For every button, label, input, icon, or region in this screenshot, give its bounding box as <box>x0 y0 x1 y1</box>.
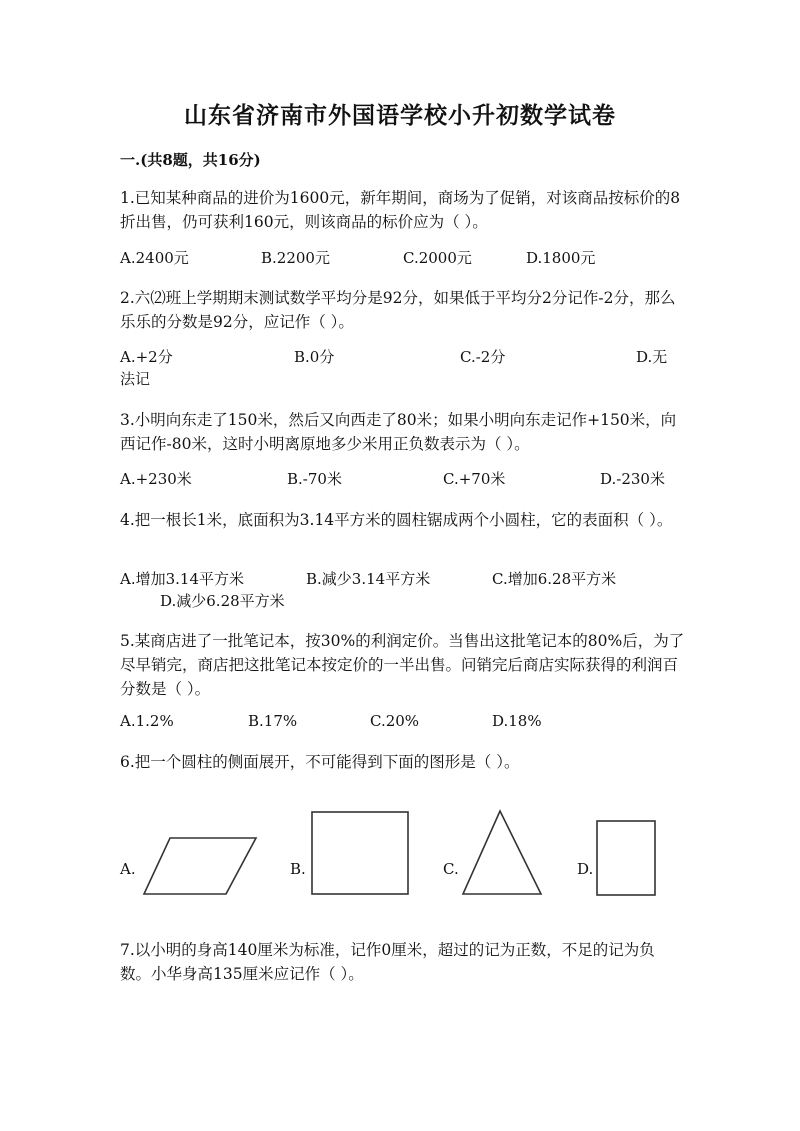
q5-option-c: C.20% <box>370 712 420 730</box>
q1-option-b: B.2200元 <box>261 249 330 267</box>
q2-option-a: A.+2分 <box>120 348 173 366</box>
section-heading: 一.(共8题，共16分) <box>120 151 261 169</box>
q4-option-c: C.增加6.28平方米 <box>492 570 617 588</box>
q2-option-c: C.-2分 <box>460 348 506 366</box>
page-title: 山东省济南市外国语学校小升初数学试卷 <box>184 102 616 129</box>
q4-option-a: A.增加3.14平方米 <box>120 570 244 588</box>
q6-option-d-label: D. <box>577 860 594 878</box>
q5-option-a: A.1.2% <box>120 712 174 730</box>
q6-option-c-label: C. <box>443 860 459 878</box>
q2-option-d: D.无 <box>636 348 668 366</box>
question-1-text: 1.已知某种商品的进价为1600元，新年期间，商场为了促销，对该商品按标价的8折出售，仍可获利160元，则该商品的标价应为（ ）。 <box>120 189 681 231</box>
question-2-text: 2.六⑵班上学期期末测试数学平均分是92分，如果低于平均分2分记作-2分，那么乐乐的分数是92分，应记作（ ）。 <box>120 289 676 331</box>
small-rectangle-figure <box>595 819 659 897</box>
rectangle-figure <box>310 810 412 896</box>
q4-option-b: B.减少3.14平方米 <box>306 570 431 588</box>
q1-option-a: A.2400元 <box>120 249 189 267</box>
q1-option-d: D.1800元 <box>526 249 596 267</box>
q5-option-b: B.17% <box>248 712 298 730</box>
q3-option-d: D.-230米 <box>600 470 665 488</box>
q3-option-a: A.+230米 <box>120 470 192 488</box>
q2-option-b: B.0分 <box>294 348 335 366</box>
q3-option-c: C.+70米 <box>443 470 506 488</box>
q6-option-a-label: A. <box>120 860 136 878</box>
q4-option-d: D.减少6.28平方米 <box>160 592 285 610</box>
question-5-text: 5.某商店进了一批笔记本，按30%的利润定价。当售出这批笔记本的80%后，为了尽早销完，商店把这批笔记本按定价的一半出售。问销完后商店实际获得的利润百分数是（ ）。 <box>120 632 685 698</box>
question-6-text: 6.把一个圆柱的侧面展开，不可能得到下面的图形是（ ）。 <box>120 753 520 771</box>
question-3-text: 3.小明向东走了150米，然后又向西走了80米；如果小明向东走记作+150米，向西记作-80米，这时小明离原地多少米用正负数表示为（ ）。 <box>120 411 677 453</box>
q1-option-c: C.2000元 <box>403 249 472 267</box>
q6-option-b-label: B. <box>290 860 306 878</box>
question-4-text: 4.把一根长1米，底面积为3.14平方米的圆柱锯成两个小圆柱，它的表面积（ ）。 <box>120 511 673 529</box>
q5-option-d: D.18% <box>492 712 542 730</box>
q2-option-d-continued: 法记 <box>120 370 151 388</box>
question-7-text: 7.以小明的身高140厘米为标准，记作0厘米，超过的记为正数，不足的记为负数。小华身高135厘米应记作（ ）。 <box>120 941 655 983</box>
q3-option-b: B.-70米 <box>287 470 342 488</box>
parallelogram-figure <box>140 834 260 898</box>
triangle-figure <box>460 808 544 898</box>
